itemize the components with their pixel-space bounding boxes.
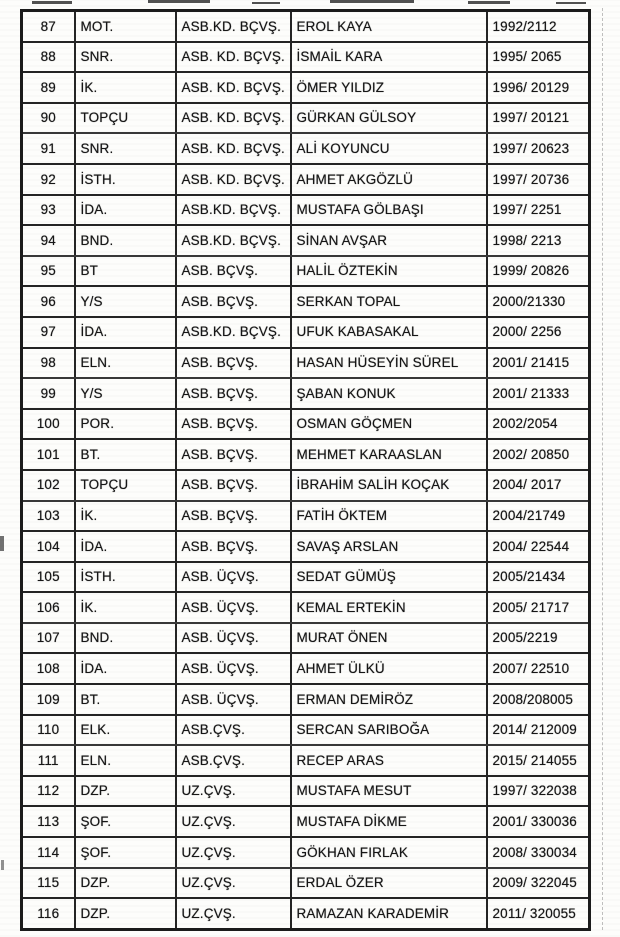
name-cell: İSMAİL KARA — [291, 42, 487, 73]
rank-cell: ASB. ÜÇVŞ. — [176, 684, 291, 715]
branch-cell: BT. — [75, 684, 176, 715]
table-row — [22, 378, 590, 409]
table-row — [22, 286, 590, 317]
registration-cell: 2009/ 322045 — [487, 868, 590, 899]
registration-cell: 2014/ 212009 — [487, 715, 590, 746]
table-row — [22, 348, 590, 379]
rank-cell: ASB. KD. BÇVŞ. — [176, 133, 291, 164]
rank-cell: ASB.KD. BÇVŞ. — [176, 225, 291, 256]
registration-cell: 2007/ 22510 — [487, 653, 590, 684]
table-row — [22, 868, 590, 899]
rank-cell: ASB.ÇVŞ. — [176, 715, 291, 746]
name-cell: EROL KAYA — [291, 11, 487, 42]
table-row — [22, 439, 590, 470]
name-cell: MEHMET KARAASLAN — [291, 439, 487, 470]
registration-cell: 1999/ 20826 — [487, 256, 590, 287]
branch-cell: BND. — [75, 623, 176, 654]
table-row — [22, 653, 590, 684]
branch-cell: ELN. — [75, 745, 176, 776]
row-number-cell: 105 — [22, 562, 75, 593]
scan-artifact — [148, 0, 210, 3]
row-number-cell: 106 — [22, 592, 75, 623]
branch-cell: ELN. — [75, 348, 176, 379]
registration-cell: 1998/ 2213 — [487, 225, 590, 256]
scan-artifact — [330, 0, 414, 3]
name-cell: SERCAN SARIBOĞA — [291, 715, 487, 746]
row-number-cell: 114 — [22, 837, 75, 868]
registration-cell: 1997/ 20121 — [487, 103, 590, 134]
branch-cell: İSTH. — [75, 164, 176, 195]
branch-cell: BT — [75, 256, 176, 287]
branch-cell: TOPÇU — [75, 103, 176, 134]
registration-cell: 2004/21749 — [487, 501, 590, 532]
scan-artifact — [252, 2, 280, 4]
table-row — [22, 684, 590, 715]
row-number-cell: 101 — [22, 439, 75, 470]
name-cell: KEMAL ERTEKİN — [291, 592, 487, 623]
rank-cell: UZ.ÇVŞ. — [176, 806, 291, 837]
branch-cell: POR. — [75, 409, 176, 440]
rank-cell: ASB. ÜÇVŞ. — [176, 653, 291, 684]
table-row — [22, 103, 590, 134]
table-row — [22, 317, 590, 348]
name-cell: HALİL ÖZTEKİN — [291, 256, 487, 287]
rank-cell: ASB. BÇVŞ. — [176, 378, 291, 409]
row-number-cell: 116 — [22, 898, 75, 929]
rank-cell: UZ.ÇVŞ. — [176, 868, 291, 899]
registration-cell: 1992/2112 — [487, 11, 590, 42]
branch-cell: Y/S — [75, 378, 176, 409]
rank-cell: ASB. BÇVŞ. — [176, 470, 291, 501]
row-number-cell: 90 — [22, 103, 75, 134]
scan-artifact — [32, 1, 72, 4]
branch-cell: SNR. — [75, 133, 176, 164]
rank-cell: ASB. BÇVŞ. — [176, 348, 291, 379]
row-number-cell: 103 — [22, 501, 75, 532]
name-cell: AHMET AKGÖZLÜ — [291, 164, 487, 195]
registration-cell: 2011/ 320055 — [487, 898, 590, 929]
table-row — [22, 898, 590, 929]
registration-cell: 2000/ 2256 — [487, 317, 590, 348]
rank-cell: UZ.ÇVŞ. — [176, 776, 291, 807]
branch-cell: SNR. — [75, 42, 176, 73]
name-cell: ERMAN DEMİRÖZ — [291, 684, 487, 715]
registration-cell: 1997/ 322038 — [487, 776, 590, 807]
name-cell: ÖMER YILDIZ — [291, 72, 487, 103]
registration-cell: 1997/ 2251 — [487, 195, 590, 226]
name-cell: GÖKHAN FIRLAK — [291, 837, 487, 868]
rank-cell: ASB. ÜÇVŞ. — [176, 623, 291, 654]
row-number-cell: 95 — [22, 256, 75, 287]
registration-cell: 1997/ 20736 — [487, 164, 590, 195]
row-number-cell: 96 — [22, 286, 75, 317]
branch-cell: İDA. — [75, 195, 176, 226]
rank-cell: ASB. BÇVŞ. — [176, 531, 291, 562]
table-row — [22, 592, 590, 623]
scan-artifact — [468, 1, 510, 4]
table-row — [22, 133, 590, 164]
row-number-cell: 113 — [22, 806, 75, 837]
row-number-cell: 94 — [22, 225, 75, 256]
name-cell: UFUK KABASAKAL — [291, 317, 487, 348]
name-cell: SERKAN TOPAL — [291, 286, 487, 317]
rank-cell: ASB. BÇVŞ. — [176, 256, 291, 287]
branch-cell: MOT. — [75, 11, 176, 42]
row-number-cell: 92 — [22, 164, 75, 195]
table-row — [22, 562, 590, 593]
rank-cell: ASB. KD. BÇVŞ. — [176, 164, 291, 195]
row-number-cell: 112 — [22, 776, 75, 807]
branch-cell: BND. — [75, 225, 176, 256]
name-cell: MUSTAFA GÖLBAŞI — [291, 195, 487, 226]
registration-cell: 1995/ 2065 — [487, 42, 590, 73]
scan-artifact — [1, 860, 4, 870]
row-number-cell: 87 — [22, 11, 75, 42]
name-cell: SAVAŞ ARSLAN — [291, 531, 487, 562]
row-number-cell: 104 — [22, 531, 75, 562]
row-number-cell: 99 — [22, 378, 75, 409]
table-row — [22, 623, 590, 654]
branch-cell: DZP. — [75, 898, 176, 929]
registration-cell: 1997/ 20623 — [487, 133, 590, 164]
registration-cell: 2004/ 22544 — [487, 531, 590, 562]
name-cell: OSMAN GÖÇMEN — [291, 409, 487, 440]
branch-cell: ŞOF. — [75, 806, 176, 837]
row-number-cell: 97 — [22, 317, 75, 348]
branch-cell: İSTH. — [75, 562, 176, 593]
rank-cell: ASB. KD. BÇVŞ. — [176, 42, 291, 73]
row-number-cell: 98 — [22, 348, 75, 379]
table-row — [22, 501, 590, 532]
registration-cell: 2015/ 214055 — [487, 745, 590, 776]
branch-cell: İDA. — [75, 531, 176, 562]
rank-cell: ASB.KD. BÇVŞ. — [176, 11, 291, 42]
name-cell: MUSTAFA DİKME — [291, 806, 487, 837]
table-row — [22, 225, 590, 256]
personnel-table — [20, 9, 591, 931]
branch-cell: DZP. — [75, 868, 176, 899]
table-row — [22, 531, 590, 562]
rank-cell: ASB. ÜÇVŞ. — [176, 562, 291, 593]
registration-cell: 2001/ 330036 — [487, 806, 590, 837]
branch-cell: ELK. — [75, 715, 176, 746]
row-number-cell: 102 — [22, 470, 75, 501]
rank-cell: ASB.KD. BÇVŞ. — [176, 195, 291, 226]
registration-cell: 2005/21434 — [487, 562, 590, 593]
name-cell: FATİH ÖKTEM — [291, 501, 487, 532]
name-cell: SİNAN AVŞAR — [291, 225, 487, 256]
row-number-cell: 109 — [22, 684, 75, 715]
registration-cell: 2008/208005 — [487, 684, 590, 715]
name-cell: İBRAHİM SALİH KOÇAK — [291, 470, 487, 501]
registration-cell: 2004/ 2017 — [487, 470, 590, 501]
registration-cell: 2008/ 330034 — [487, 837, 590, 868]
table-row — [22, 409, 590, 440]
table-row — [22, 72, 590, 103]
table-row — [22, 42, 590, 73]
table-row — [22, 745, 590, 776]
rank-cell: ASB.KD. BÇVŞ. — [176, 317, 291, 348]
table-row — [22, 776, 590, 807]
rank-cell: ASB. KD. BÇVŞ. — [176, 103, 291, 134]
table-row — [22, 256, 590, 287]
branch-cell: BT. — [75, 439, 176, 470]
rank-cell: ASB. BÇVŞ. — [176, 409, 291, 440]
row-number-cell: 93 — [22, 195, 75, 226]
branch-cell: TOPÇU — [75, 470, 176, 501]
scan-artifact — [602, 8, 603, 930]
rank-cell: ASB. ÜÇVŞ. — [176, 592, 291, 623]
branch-cell: DZP. — [75, 776, 176, 807]
branch-cell: İDA. — [75, 317, 176, 348]
name-cell: MURAT ÖNEN — [291, 623, 487, 654]
rank-cell: ASB.ÇVŞ. — [176, 745, 291, 776]
rank-cell: ASB. BÇVŞ. — [176, 501, 291, 532]
registration-cell: 2002/2054 — [487, 409, 590, 440]
row-number-cell: 107 — [22, 623, 75, 654]
name-cell: GÜRKAN GÜLSOY — [291, 103, 487, 134]
branch-cell: İK. — [75, 72, 176, 103]
rank-cell: UZ.ÇVŞ. — [176, 837, 291, 868]
rank-cell: ASB. BÇVŞ. — [176, 439, 291, 470]
branch-cell: İK. — [75, 592, 176, 623]
table-body — [22, 11, 590, 930]
registration-cell: 2005/ 21717 — [487, 592, 590, 623]
branch-cell: İDA. — [75, 653, 176, 684]
row-number-cell: 89 — [22, 72, 75, 103]
table-row — [22, 806, 590, 837]
row-number-cell: 91 — [22, 133, 75, 164]
table-row — [22, 715, 590, 746]
registration-cell: 1996/ 20129 — [487, 72, 590, 103]
registration-cell: 2005/2219 — [487, 623, 590, 654]
scan-artifact — [0, 536, 4, 551]
name-cell: ERDAL ÖZER — [291, 868, 487, 899]
row-number-cell: 115 — [22, 868, 75, 899]
registration-cell: 2002/ 20850 — [487, 439, 590, 470]
table-row — [22, 11, 590, 42]
table-row — [22, 195, 590, 226]
row-number-cell: 111 — [22, 745, 75, 776]
name-cell: ŞABAN KONUK — [291, 378, 487, 409]
registration-cell: 2001/ 21415 — [487, 348, 590, 379]
table-row — [22, 164, 590, 195]
branch-cell: İK. — [75, 501, 176, 532]
row-number-cell: 108 — [22, 653, 75, 684]
row-number-cell: 110 — [22, 715, 75, 746]
branch-cell: ŞOF. — [75, 837, 176, 868]
name-cell: MUSTAFA MESUT — [291, 776, 487, 807]
table-row — [22, 470, 590, 501]
rank-cell: ASB. KD. BÇVŞ. — [176, 72, 291, 103]
rank-cell: UZ.ÇVŞ. — [176, 898, 291, 929]
name-cell: SEDAT GÜMÜŞ — [291, 562, 487, 593]
name-cell: HASAN HÜSEYİN SÜREL — [291, 348, 487, 379]
table-row — [22, 837, 590, 868]
name-cell: RECEP ARAS — [291, 745, 487, 776]
scan-artifact — [556, 2, 586, 4]
branch-cell: Y/S — [75, 286, 176, 317]
row-number-cell: 100 — [22, 409, 75, 440]
row-number-cell: 88 — [22, 42, 75, 73]
name-cell: AHMET ÜLKÜ — [291, 653, 487, 684]
rank-cell: ASB. BÇVŞ. — [176, 286, 291, 317]
name-cell: ALİ KOYUNCU — [291, 133, 487, 164]
name-cell: RAMAZAN KARADEMİR — [291, 898, 487, 929]
registration-cell: 2000/21330 — [487, 286, 590, 317]
registration-cell: 2001/ 21333 — [487, 378, 590, 409]
